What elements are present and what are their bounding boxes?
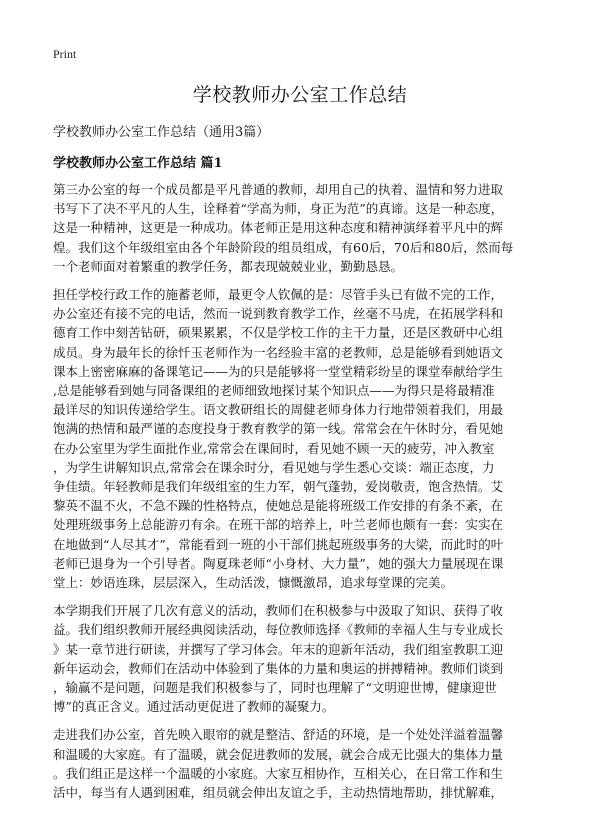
text-line: ,总是能够看到她与同备课组的老师细致地探讨某个知识点——为得只是将最精准 xyxy=(53,383,495,399)
text-line: 堂上：妙语连珠，层层深入，生动活泼，慷慨激昂，追求每堂课的完美。 xyxy=(53,575,454,591)
text-line: 在办公室里为学生面批作业,常常会在课间时，看见她不顾一天的疲劳，冲入教室 xyxy=(53,440,495,456)
text-line: 办公室还有接不完的电话，然而一说到教育教学工作，丝毫不马虎，在拓展学科和 xyxy=(53,306,504,322)
text-line: ，为学生讲解知识点,常常会在课余时分，看见她与学生悉心交谈：端正态度，力 xyxy=(53,459,495,475)
text-line: ，输赢不是问题，问题是我们积极参与了，同时也理解了“文明迎世博，健康迎世 xyxy=(53,680,497,696)
text-line: 煌。我们这个年级组室由各个年龄阶段的组员组成，有60后，70后和80后，然而每 xyxy=(53,239,514,255)
text-line: 活中，每当有人遇到困难，组员就会伸出友谊之手，主动热情地帮助，排忧解难， xyxy=(53,785,504,801)
document-subtitle: 学校教师办公室工作总结（通用3篇） xyxy=(53,125,270,140)
text-line: 一个老师面对着繁重的教学任务，都表现兢兢业业，勤勤恳恳。 xyxy=(53,258,404,274)
text-line: 老师已退身为一个引导者。陶夏珠老师“小身材、大力量”，她的强大力量展现在课 xyxy=(53,555,504,571)
paragraph-1 xyxy=(53,180,550,276)
text-line: 担任学校行政工作的施蓄老师，最更令人钦佩的是：尽管手头已有做不完的工作， xyxy=(53,287,504,303)
text-line: 博”的真正含义。通过活动更促进了教师的凝聚力。 xyxy=(53,699,335,715)
text-line: 饱满的热情和最严谨的态度投身于教育教学的第一线。常常会在午休时分，看见她 xyxy=(53,421,504,437)
text-line: 书写下了决不平凡的人生，诠释着“学高为师，身正为范”的真谛。这是一种态度， xyxy=(53,201,504,217)
text-line: 新年运动会，教师们在活动中体验到了集体的力量和奥运的拼搏精神。教师们谈到 xyxy=(53,660,504,676)
text-line: 德育工作中刻苦钻研，硕果累累，不仅是学校工作的主干力量，还是区教研中心组 xyxy=(53,325,504,341)
text-line: 课本上密密麻麻的备课笔记——为的只是能够将一堂堂精彩纷呈的课堂奉献给学生 xyxy=(53,363,504,379)
paragraph-2 xyxy=(53,285,550,592)
text-line: 在地做到“人尽其才”，常能看到一班的小干部们挑起班级事务的大梁，而此时的叶 xyxy=(53,536,504,552)
text-line: 益。我们组织教师开展经典阅读活动，每位教师选择《教师的幸福人生与专业成长 xyxy=(53,622,504,638)
text-line: 成员。身为最年长的徐忏玉老师作为一名经验丰富的老教师，总是能够看到她语文 xyxy=(53,344,504,360)
print-link[interactable]: Print xyxy=(53,47,77,61)
text-line: 处理班级事务上总能游刃有余。在班干部的培养上，叶兰老师也颇有一套：实实在 xyxy=(53,517,504,533)
text-line: 争佳绩。年轻教师是我们年级组室的生力军，朝气蓬勃，爱岗敬责，饱含热情。艾 xyxy=(53,479,504,495)
text-line: 》某一章节进行研读，并撰写了学习体会。年末的迎新年活动，我们组室教职工迎 xyxy=(53,641,504,657)
document-title: 学校教师办公室工作总结 xyxy=(192,84,408,106)
text-line: 和温暖的大家庭。有了温暖，就会促进教师的发展，就会合成无比强大的集体力量 xyxy=(53,746,504,762)
text-line: 。我们组正是这样一个温暖的小家庭。大家互相协作，互相关心，在日常工作和生 xyxy=(53,765,504,781)
paragraph-4 xyxy=(53,725,550,802)
body-text xyxy=(53,180,550,811)
paragraph-3 xyxy=(53,601,550,716)
text-line: 黎英不温不火，不急不躁的性格特点，使她总是能将班级工作安排的有条不紊，在 xyxy=(53,498,504,514)
text-line: 走进我们办公室，首先映入眼帘的就是整洁、舒适的环境，是一个处处洋溢着温馨 xyxy=(53,727,504,743)
text-line: 这是一种精神，这更是一种成功。体老师正是用这种态度和精神演绎着平凡中的辉 xyxy=(53,220,504,236)
text-line: 第三办公室的每一个成员都是平凡普通的教师，却用自己的执着、温情和努力进取 xyxy=(53,182,504,197)
text-line: 本学期我们开展了几次有意义的活动，教师们在积极参与中汲取了知识、获得了收 xyxy=(53,603,504,619)
section-heading: 学校教师办公室工作总结 篇1 xyxy=(53,156,223,171)
text-line: 最详尽的知识传递给学生。语文教研组长的周健老师身体力行地带领着我们，用最 xyxy=(53,402,504,418)
